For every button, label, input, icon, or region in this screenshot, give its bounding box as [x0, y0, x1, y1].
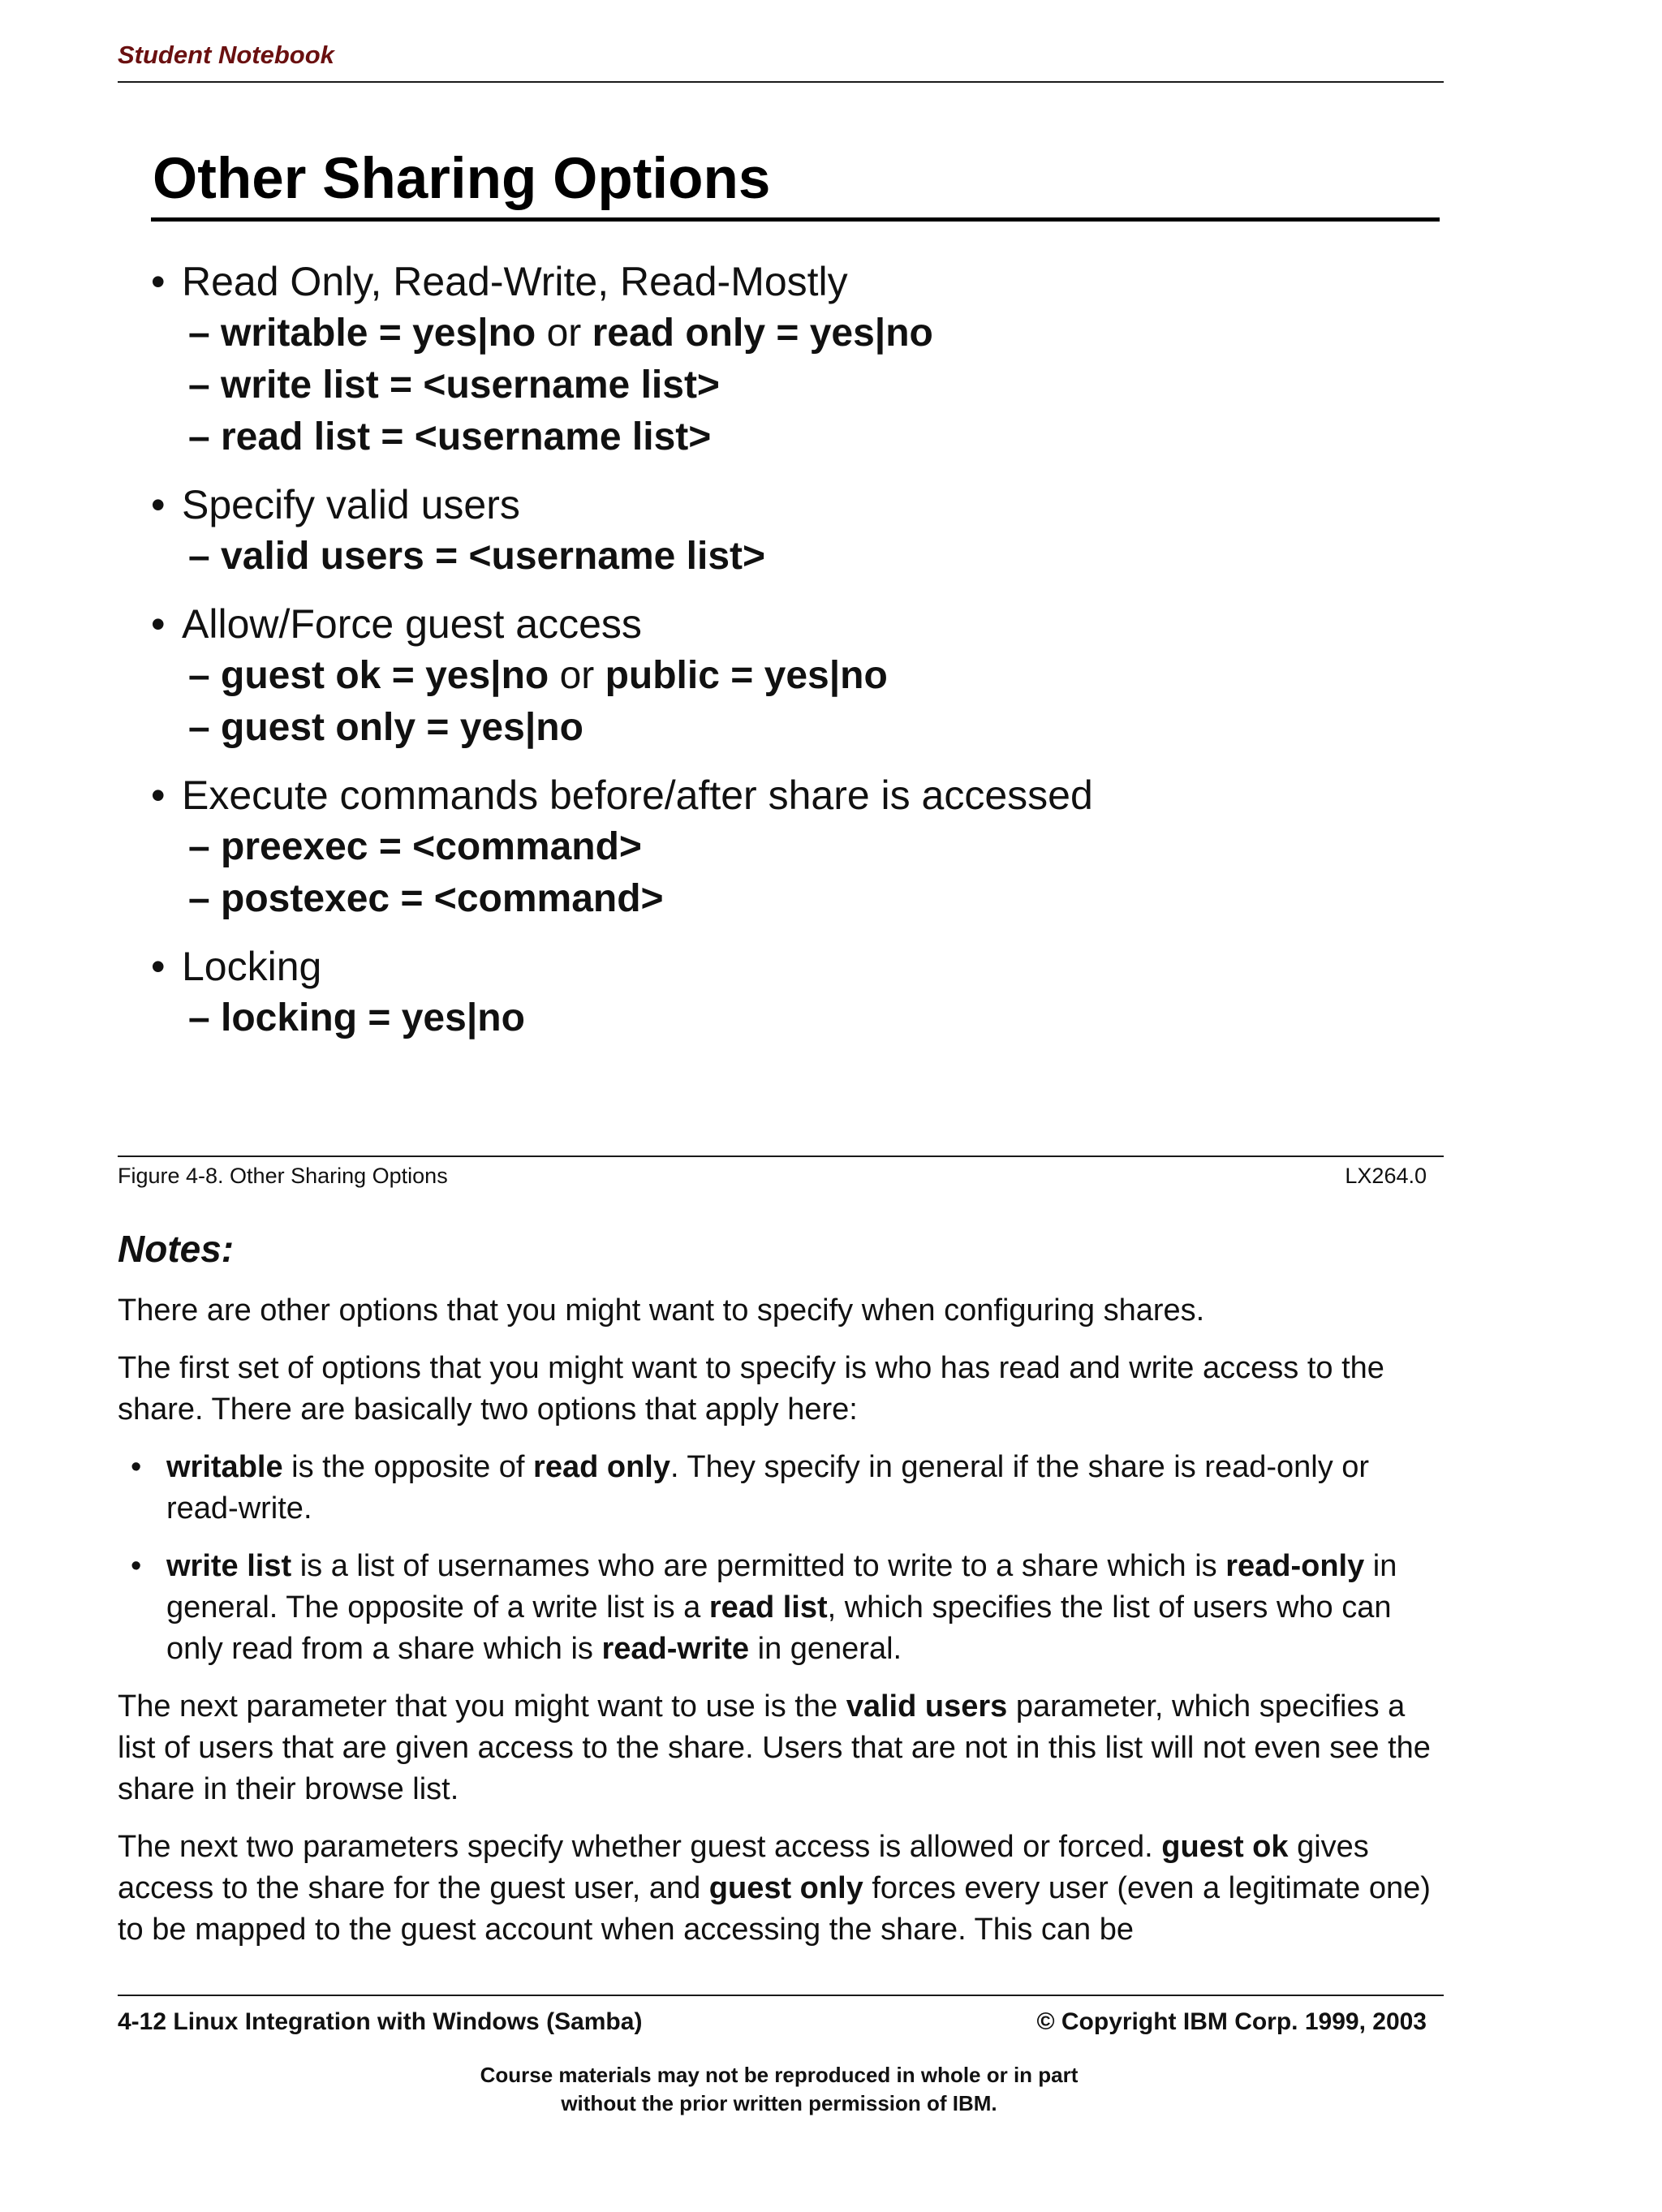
- slide-bullet-group: [151, 256, 1417, 463]
- slide-title: Other Sharing Options: [153, 147, 771, 211]
- notes-list-item-run: read-write: [601, 1632, 750, 1666]
- notes-list-item: [118, 1447, 1432, 1530]
- running-header: Student Notebook: [118, 41, 334, 69]
- dash-icon: –: [188, 654, 210, 697]
- slide-sub-bullet-run: or: [536, 312, 592, 355]
- notes-paragraph: [118, 1290, 1432, 1332]
- slide-bullet-list: [151, 256, 1417, 1061]
- dash-icon: –: [188, 877, 210, 920]
- notes-list-item-run: read-only: [1225, 1549, 1365, 1583]
- slide-sub-bullet-run: read list = <username list>: [221, 415, 712, 458]
- slide-sub-bullet-run: valid users = <username list>: [221, 535, 766, 578]
- slide-bullet-text: Specify valid users: [182, 482, 520, 527]
- slide-bullet: [151, 770, 1417, 821]
- notes-paragraph-run: forces every user (even a legitimate one) to be mapped to the guest account when accessing the share. This can be: [118, 1871, 1431, 1947]
- notes-body: [118, 1290, 1432, 1967]
- notes-paragraph: [118, 1827, 1432, 1951]
- slide-sub-bullet-run: or: [549, 654, 605, 697]
- slide-sub-bullet-text: [221, 702, 583, 754]
- footer-notice-line-1: Course materials may not be reproduced in whole or in part: [480, 2063, 1079, 2087]
- notes-paragraph-run: guest only: [708, 1871, 863, 1905]
- figure-rule: [118, 1155, 1444, 1157]
- bullet-dot-icon: •: [151, 601, 166, 647]
- dash-icon: –: [188, 312, 210, 355]
- notes-list: [118, 1447, 1432, 1670]
- slide-bullet: [151, 599, 1417, 650]
- dash-icon: –: [188, 535, 210, 578]
- slide-sub-bullet: [151, 702, 1417, 754]
- dash-icon: –: [188, 996, 210, 1039]
- figure-code: LX264.0: [1345, 1164, 1427, 1188]
- notes-paragraph-run: The first set of options that you might want to specify is who has read and write access to the share. There are basically two options that apply here:: [118, 1351, 1384, 1427]
- footer-rule: [118, 1995, 1444, 1996]
- footer-notice: [0, 2061, 1558, 2118]
- slide-sub-bullet: [151, 359, 1417, 411]
- slide-bullet-text: Read Only, Read-Write, Read-Mostly: [182, 259, 848, 304]
- slide-bullet-group: [151, 941, 1417, 1044]
- slide-sub-bullet-text: [221, 531, 765, 583]
- slide-bullet-group: [151, 770, 1417, 925]
- bullet-dot-icon: •: [131, 1450, 142, 1484]
- title-rule: [151, 217, 1440, 222]
- slide-sub-bullet: [151, 873, 1417, 925]
- slide-bullet: [151, 256, 1417, 308]
- slide-sub-bullet: [151, 650, 1417, 702]
- dash-icon: –: [188, 825, 210, 868]
- notes-paragraph-run: There are other options that you might want to specify when configuring shares.: [118, 1293, 1205, 1328]
- slide-bullet-group: [151, 599, 1417, 754]
- slide-bullet-text: Execute commands before/after share is accessed: [182, 772, 1093, 818]
- figure-caption: Figure 4-8. Other Sharing Options: [118, 1164, 448, 1188]
- slide-sub-bullet-run: guest only = yes|no: [221, 706, 583, 749]
- slide-sub-bullet: [151, 308, 1417, 359]
- slide-sub-bullet-run: write list = <username list>: [221, 364, 720, 407]
- slide-sub-bullet-text: [221, 650, 888, 702]
- dash-icon: –: [188, 415, 210, 458]
- slide-bullet-text: Locking: [182, 944, 322, 989]
- slide-sub-bullet-run: guest ok = yes|no: [221, 654, 549, 697]
- slide-bullet-group: [151, 480, 1417, 583]
- slide-sub-bullet-text: [221, 359, 720, 411]
- slide-sub-bullet-text: [221, 411, 711, 463]
- notes-paragraph: [118, 1686, 1432, 1810]
- slide-sub-bullet: [151, 821, 1417, 873]
- notes-paragraph-run: parameter, which specifies a list of users that are given access to the share. Users that are not in this list will not even see the share in their browse list.: [118, 1689, 1431, 1806]
- notes-list-item-run: in general. The opposite of a write list is a: [166, 1549, 1397, 1625]
- dash-icon: –: [188, 364, 210, 407]
- slide-sub-bullet: [151, 411, 1417, 463]
- notes-heading: Notes:: [118, 1228, 235, 1270]
- slide-bullet: [151, 941, 1417, 992]
- slide-sub-bullet-run: preexec = <command>: [221, 825, 642, 868]
- slide-sub-bullet-run: public = yes|no: [605, 654, 888, 697]
- notes-paragraph-run: guest ok: [1161, 1830, 1289, 1864]
- slide-sub-bullet-run: writable = yes|no: [221, 312, 536, 355]
- slide-sub-bullet-text: [221, 992, 525, 1044]
- slide-sub-bullet-run: locking = yes|no: [221, 996, 525, 1039]
- notes-list-item-run: is the opposite of: [282, 1450, 534, 1484]
- bullet-dot-icon: •: [151, 772, 166, 818]
- notes-paragraph: [118, 1348, 1432, 1431]
- footer-course-title: 4-12 Linux Integration with Windows (Samba): [118, 2008, 643, 2035]
- footer-notice-line-2: without the prior written permission of IBM.: [561, 2091, 997, 2115]
- slide-sub-bullet: [151, 992, 1417, 1044]
- slide-sub-bullet-run: postexec = <command>: [221, 877, 664, 920]
- bullet-dot-icon: •: [151, 482, 166, 527]
- notes-paragraph-run: The next parameter that you might want to use is the: [118, 1689, 846, 1724]
- bullet-dot-icon: •: [131, 1549, 142, 1583]
- bullet-dot-icon: •: [151, 259, 166, 304]
- notes-list-item-run: read only: [533, 1450, 670, 1484]
- notes-list-item-run: read list: [708, 1590, 828, 1625]
- notes-paragraph-run: The next two parameters specify whether guest access is allowed or forced.: [118, 1830, 1162, 1864]
- slide-bullet: [151, 480, 1417, 531]
- notes-list-item-run: . They specify in general if the share is read-only or read-write.: [166, 1450, 1370, 1526]
- slide-sub-bullet-text: [221, 873, 664, 925]
- slide-bullet-text: Allow/Force guest access: [182, 601, 642, 647]
- slide-sub-bullet-run: read only = yes|no: [592, 312, 933, 355]
- notes-list-item-run: in general.: [749, 1632, 902, 1666]
- notes-paragraph-run: valid users: [846, 1689, 1008, 1724]
- notes-list-item-run: writable: [166, 1450, 283, 1484]
- notes-list-item-run: write list: [166, 1549, 292, 1583]
- slide-sub-bullet-text: [221, 308, 933, 359]
- notes-paragraph-run: gives access to the share for the guest user, and: [118, 1830, 1369, 1905]
- bullet-dot-icon: •: [151, 944, 166, 989]
- notes-list-item: [118, 1546, 1432, 1670]
- header-rule: [118, 81, 1444, 83]
- slide-sub-bullet: [151, 531, 1417, 583]
- notes-list-item-run: is a list of usernames who are permitted to write to a share which is: [291, 1549, 1226, 1583]
- notes-list-item-run: , which specifies the list of users who can only read from a share which is: [166, 1590, 1392, 1666]
- dash-icon: –: [188, 706, 210, 749]
- footer-copyright: © Copyright IBM Corp. 1999, 2003: [1036, 2008, 1427, 2035]
- slide-sub-bullet-text: [221, 821, 642, 873]
